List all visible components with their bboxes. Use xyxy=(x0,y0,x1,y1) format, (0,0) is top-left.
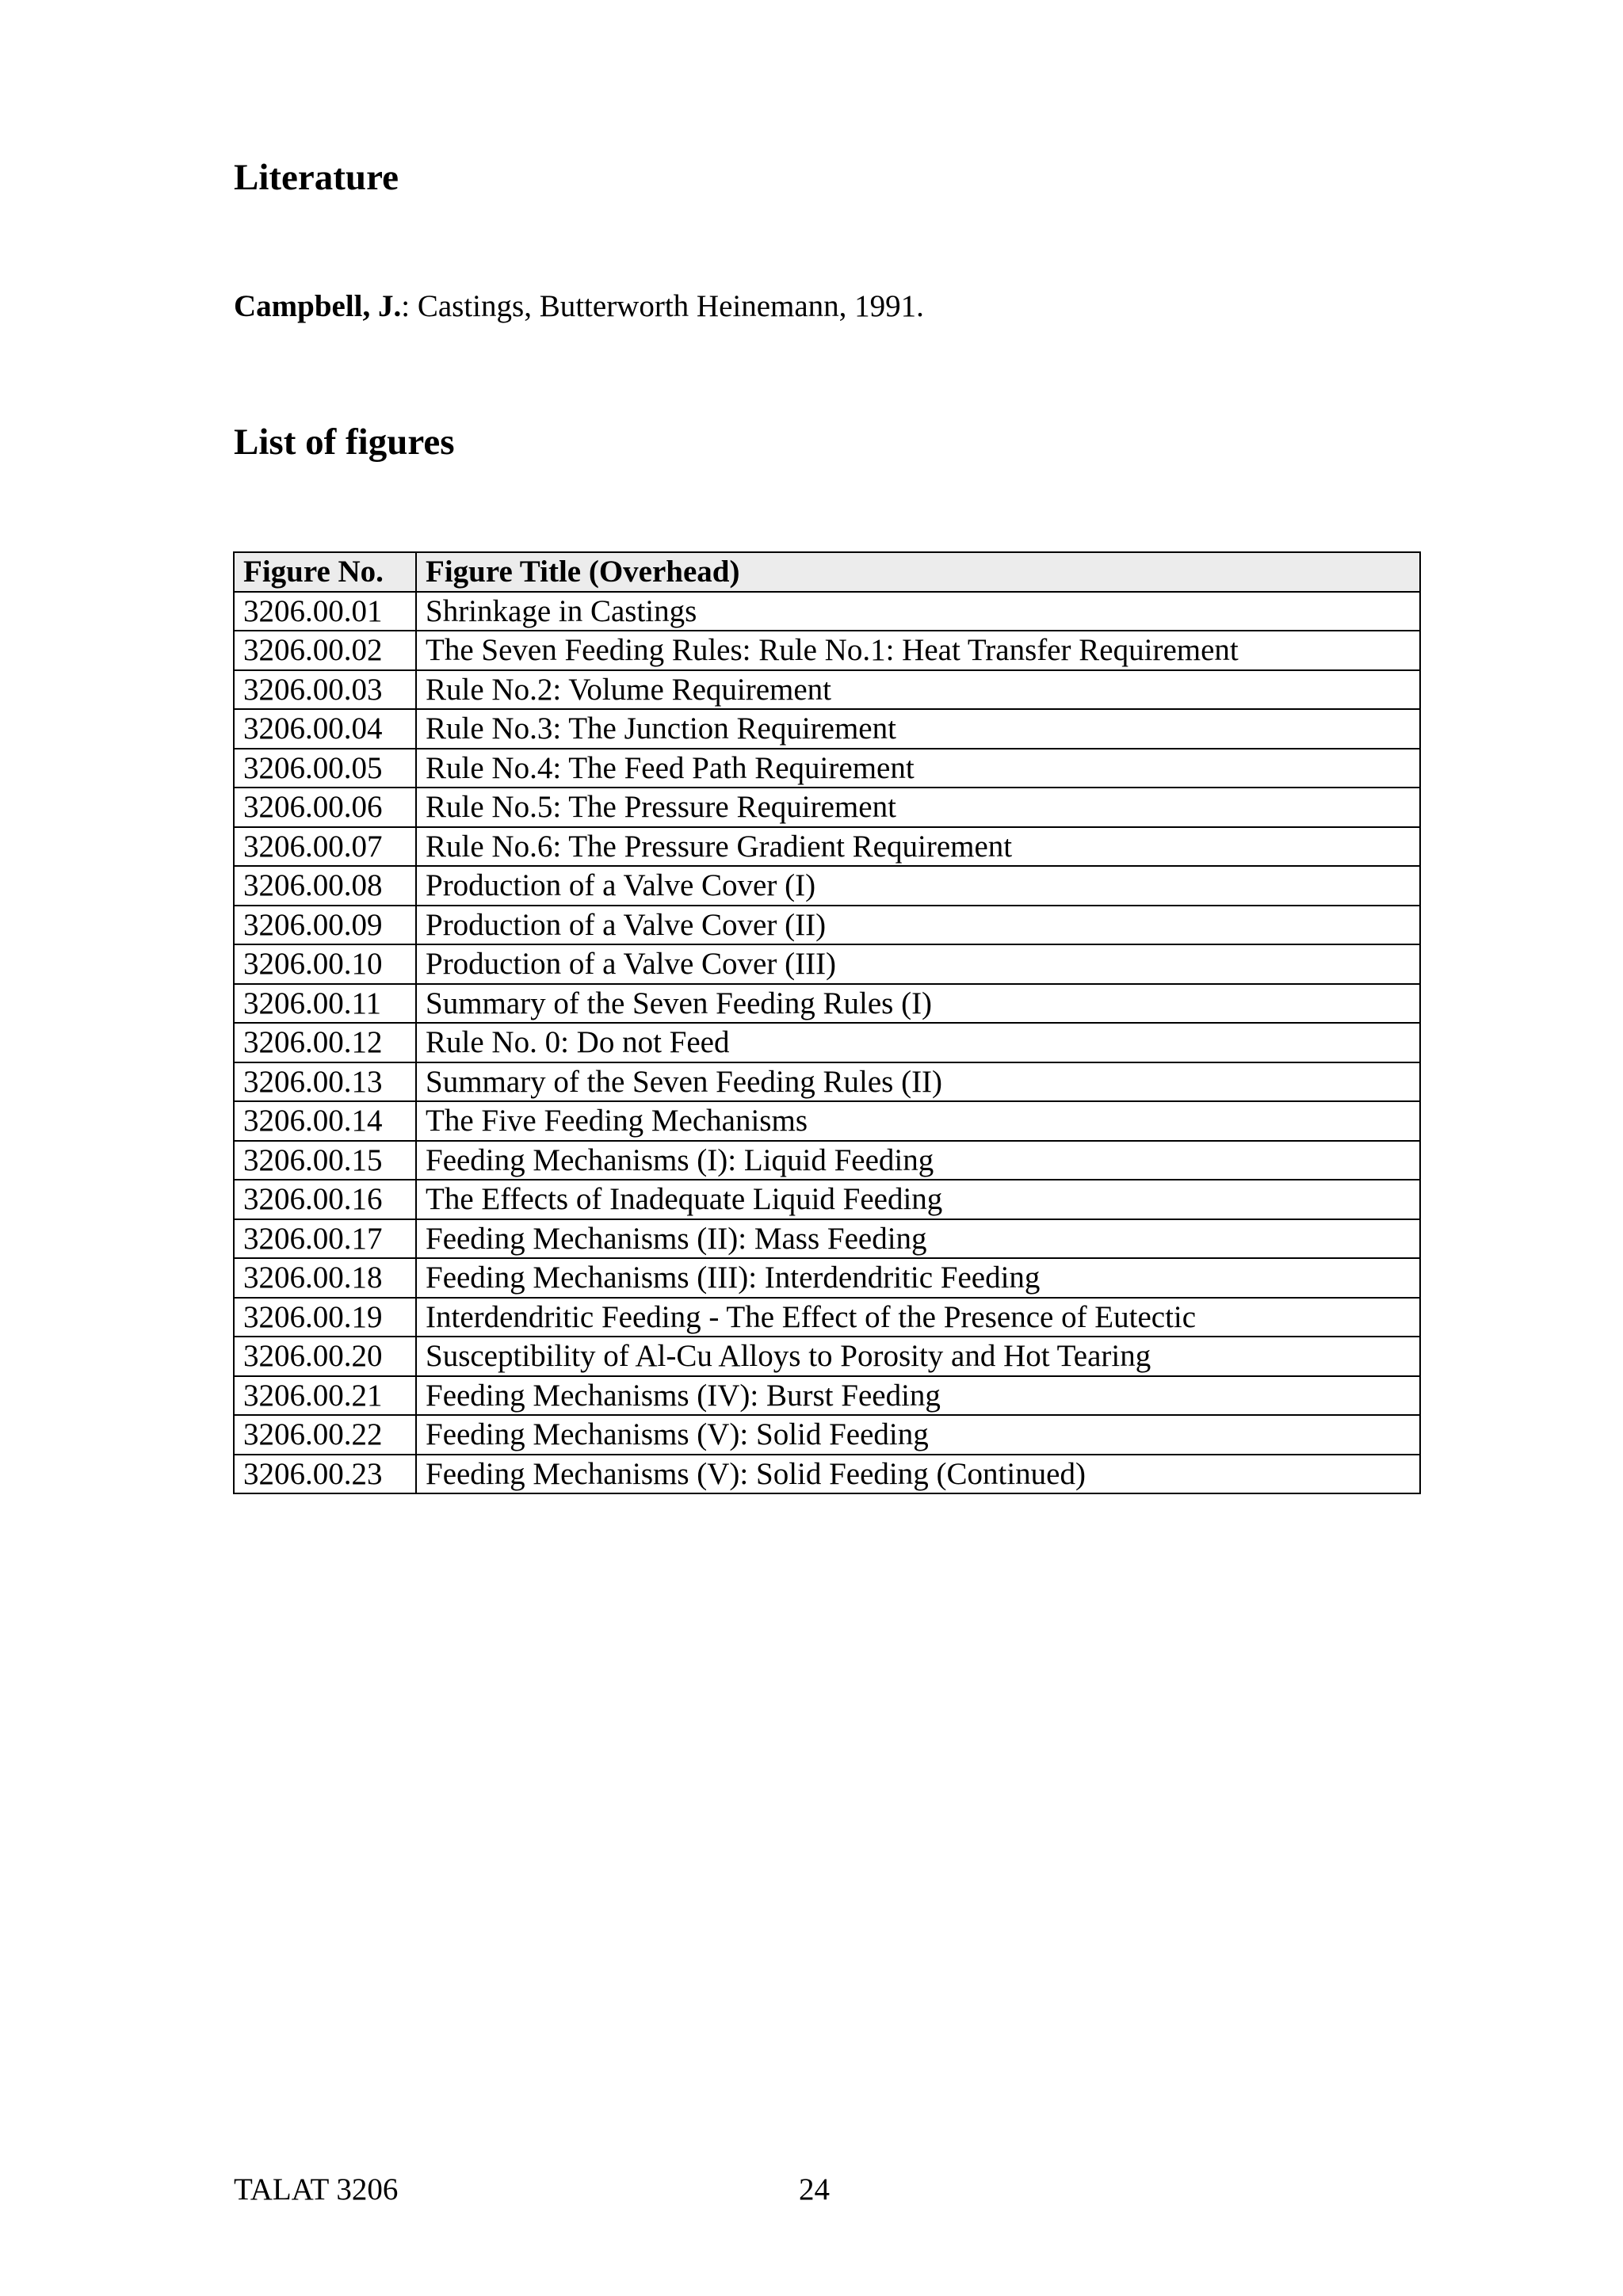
footer-document-id: TALAT 3206 xyxy=(234,2172,399,2206)
figure-title-cell: Rule No.6: The Pressure Gradient Requirement xyxy=(416,827,1420,867)
table-row xyxy=(234,1455,1420,1494)
figure-title-cell: Shrinkage in Castings xyxy=(416,592,1420,631)
figure-title-cell: Feeding Mechanisms (V): Solid Feeding (Continued) xyxy=(416,1455,1420,1494)
figure-number-cell: 3206.00.22 xyxy=(234,1415,416,1455)
figure-title-cell: Feeding Mechanisms (IV): Burst Feeding xyxy=(416,1376,1420,1416)
table-row xyxy=(234,1023,1420,1062)
table-row xyxy=(234,1141,1420,1180)
figure-number-cell: 3206.00.01 xyxy=(234,592,416,631)
figure-number-cell: 3206.00.16 xyxy=(234,1180,416,1219)
table-row xyxy=(234,1337,1420,1376)
table-row xyxy=(234,592,1420,631)
table-row xyxy=(234,1062,1420,1102)
figure-number-cell: 3206.00.11 xyxy=(234,984,416,1024)
figures-table xyxy=(233,551,1421,1494)
literature-heading: Literature xyxy=(234,157,399,198)
table-row xyxy=(234,670,1420,710)
figure-number-cell: 3206.00.21 xyxy=(234,1376,416,1416)
table-row xyxy=(234,906,1420,945)
figure-number-cell: 3206.00.02 xyxy=(234,631,416,670)
figure-title-cell: Interdendritic Feeding - The Effect of the Presence of Eutectic xyxy=(416,1298,1420,1337)
figure-number-cell: 3206.00.09 xyxy=(234,906,416,945)
figure-title-cell: Production of a Valve Cover (II) xyxy=(416,906,1420,945)
figure-number-cell: 3206.00.08 xyxy=(234,866,416,906)
column-header-figure-title: Figure Title (Overhead) xyxy=(416,552,1420,592)
figure-title-cell: Feeding Mechanisms (I): Liquid Feeding xyxy=(416,1141,1420,1180)
figure-title-cell: Production of a Valve Cover (III) xyxy=(416,944,1420,984)
reference-author: Campbell, J. xyxy=(234,289,402,323)
table-row xyxy=(234,1219,1420,1259)
table-row xyxy=(234,1258,1420,1298)
table-row xyxy=(234,984,1420,1024)
footer-page-number: 24 xyxy=(799,2172,830,2206)
figure-number-cell: 3206.00.05 xyxy=(234,749,416,788)
figure-number-cell: 3206.00.03 xyxy=(234,670,416,710)
figure-number-cell: 3206.00.10 xyxy=(234,944,416,984)
figure-number-cell: 3206.00.15 xyxy=(234,1141,416,1180)
figure-number-cell: 3206.00.13 xyxy=(234,1062,416,1102)
figure-title-cell: Production of a Valve Cover (I) xyxy=(416,866,1420,906)
figure-title-cell: Feeding Mechanisms (V): Solid Feeding xyxy=(416,1415,1420,1455)
figure-title-cell: Feeding Mechanisms (III): Interdendritic Feeding xyxy=(416,1258,1420,1298)
table-row xyxy=(234,1180,1420,1219)
table-row xyxy=(234,631,1420,670)
table-row xyxy=(234,827,1420,867)
figure-title-cell: Summary of the Seven Feeding Rules (II) xyxy=(416,1062,1420,1102)
figure-number-cell: 3206.00.17 xyxy=(234,1219,416,1259)
table-row xyxy=(234,709,1420,749)
figure-number-cell: 3206.00.19 xyxy=(234,1298,416,1337)
figure-title-cell: Rule No.2: Volume Requirement xyxy=(416,670,1420,710)
figure-number-cell: 3206.00.06 xyxy=(234,788,416,827)
figure-title-cell: The Five Feeding Mechanisms xyxy=(416,1101,1420,1141)
figure-title-cell: Summary of the Seven Feeding Rules (I) xyxy=(416,984,1420,1024)
table-row xyxy=(234,944,1420,984)
figure-number-cell: 3206.00.18 xyxy=(234,1258,416,1298)
figure-title-cell: Rule No.4: The Feed Path Requirement xyxy=(416,749,1420,788)
figure-title-cell: Feeding Mechanisms (II): Mass Feeding xyxy=(416,1219,1420,1259)
figure-number-cell: 3206.00.04 xyxy=(234,709,416,749)
table-row xyxy=(234,1376,1420,1416)
figure-number-cell: 3206.00.07 xyxy=(234,827,416,867)
table-row xyxy=(234,788,1420,827)
figures-table-body xyxy=(234,592,1420,1494)
table-row xyxy=(234,1415,1420,1455)
figure-number-cell: 3206.00.14 xyxy=(234,1101,416,1141)
table-row xyxy=(234,1101,1420,1141)
column-header-figure-no: Figure No. xyxy=(234,552,416,592)
table-header-row xyxy=(234,552,1420,592)
literature-reference xyxy=(234,288,924,326)
figure-number-cell: 3206.00.23 xyxy=(234,1455,416,1494)
figure-title-cell: Rule No. 0: Do not Feed xyxy=(416,1023,1420,1062)
reference-details: : Castings, Butterworth Heinemann, 1991. xyxy=(401,289,924,323)
figure-title-cell: Rule No.5: The Pressure Requirement xyxy=(416,788,1420,827)
figure-number-cell: 3206.00.12 xyxy=(234,1023,416,1062)
figure-title-cell: Susceptibility of Al-Cu Alloys to Porosity and Hot Tearing xyxy=(416,1337,1420,1376)
figures-heading: List of figures xyxy=(234,421,455,463)
table-row xyxy=(234,866,1420,906)
figure-title-cell: Rule No.3: The Junction Requirement xyxy=(416,709,1420,749)
table-row xyxy=(234,749,1420,788)
figure-title-cell: The Effects of Inadequate Liquid Feeding xyxy=(416,1180,1420,1219)
figure-number-cell: 3206.00.20 xyxy=(234,1337,416,1376)
table-row xyxy=(234,1298,1420,1337)
figure-title-cell: The Seven Feeding Rules: Rule No.1: Heat Transfer Requirement xyxy=(416,631,1420,670)
